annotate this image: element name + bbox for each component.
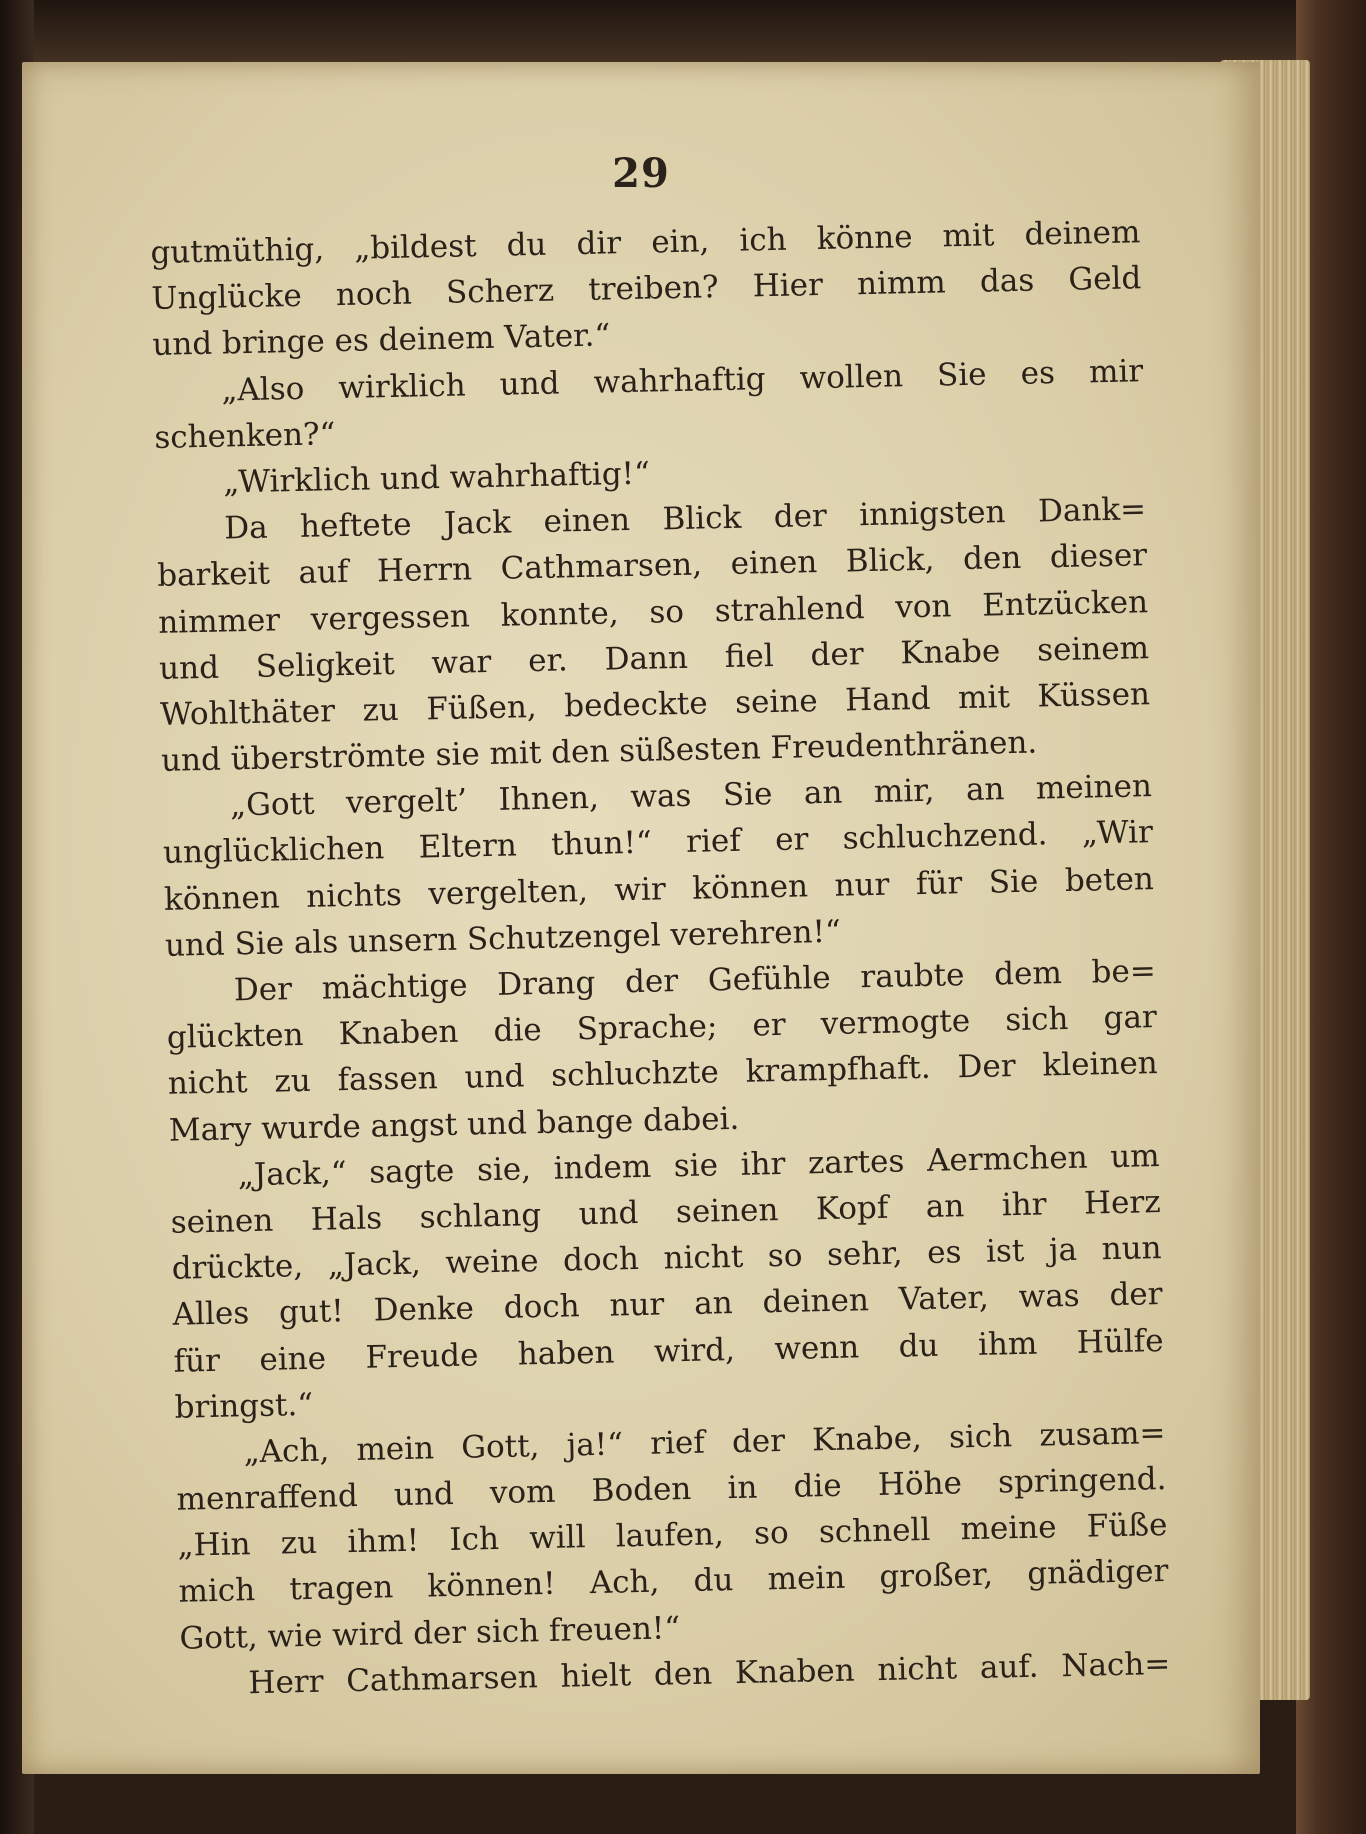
text-line: und Sie als unsern Schutzengel verehren!“ — [164, 913, 842, 964]
text-line: Alles gut! Denke doch nur an deinen Vater, was der — [172, 1276, 1163, 1334]
text-line: Da heftete Jack einen Blick der innigsten Dank= — [223, 491, 1147, 547]
text-line: unglücklichen Eltern thun!“ rief er schluchzend. „Wir — [162, 814, 1154, 872]
text-line: können nichts vergelten, wir können nur für Sie beten — [163, 860, 1155, 918]
text-line: menraffend und vom Boden in die Höhe springend. — [176, 1461, 1167, 1518]
text-line: und Seligkeit war er. Dann fiel der Knabe seinem — [158, 629, 1150, 687]
text-line: gutmüthig, „bildest du dir ein, ich könne mit deinem — [150, 214, 1141, 271]
text-line: und überströmte sie mit den süßesten Freudenthränen. — [160, 724, 1038, 779]
text-line: Der mächtige Drang der Gefühle raubte dem be= — [233, 953, 1157, 1009]
text-line: „Also wirklich und wahrhaftig wollen Sie es mir — [220, 352, 1144, 409]
text-line: Herr Cathmarsen hielt den Knaben nicht auf. Nach= — [248, 1645, 1171, 1702]
text-line: Gott, wie wird der sich freuen!“ — [179, 1609, 681, 1657]
body-text — [150, 209, 1171, 1707]
text-line: Unglücke noch Scherz treiben? Hier nimm das Geld — [151, 260, 1142, 318]
text-line: für eine Freude haben wird, wenn du ihm Hülfe — [173, 1322, 1164, 1380]
text-line: mich tragen können! Ach, du mein großer, gnädiger — [178, 1553, 1169, 1611]
text-line: „Gott vergelt’ Ihnen, was Sie an mir, an meinen — [229, 768, 1153, 824]
text-line: „Hin zu ihm! Ich will laufen, so schnell meine Füße — [177, 1507, 1168, 1564]
book-cover-top-edge — [0, 0, 1366, 70]
page-number: 29 — [612, 150, 670, 197]
text-line: schenken?“ — [153, 415, 336, 456]
book-page — [22, 62, 1260, 1774]
text-line: glückten Knaben die Sprache; er vermogte sich gar — [166, 999, 1158, 1057]
text-line: seinen Hals schlang und seinen Kopf an ihr Herz — [170, 1183, 1161, 1241]
text-line: Mary wurde angst und bange dabei. — [168, 1100, 740, 1149]
text-line: nicht zu fassen und schluchzte krampfhaft. Der kleinen — [167, 1045, 1159, 1103]
text-line: und bringe es deinem Vater.“ — [152, 317, 611, 364]
text-line: „Ach, mein Gott, ja!“ rief der Knabe, sich zusam= — [243, 1414, 1166, 1471]
text-line: bringst.“ — [174, 1386, 314, 1426]
text-line: „Wirklich und wahrhaftig!“ — [222, 455, 651, 501]
text-line: „Jack,“ sagte sie, indem sie ihr zartes Aermchen um — [237, 1137, 1160, 1194]
text-line: nimmer vergessen konnte, so strahlend von Entzücken — [157, 583, 1149, 641]
text-line: barkeit auf Herrn Cathmarsen, einen Blick, den dieser — [156, 537, 1148, 595]
text-line: drückte, „Jack, weine doch nicht so sehr, es ist ja nun — [171, 1230, 1162, 1287]
text-line: Wohlthäter zu Füßen, bedeckte seine Hand mit Küssen — [159, 676, 1151, 733]
